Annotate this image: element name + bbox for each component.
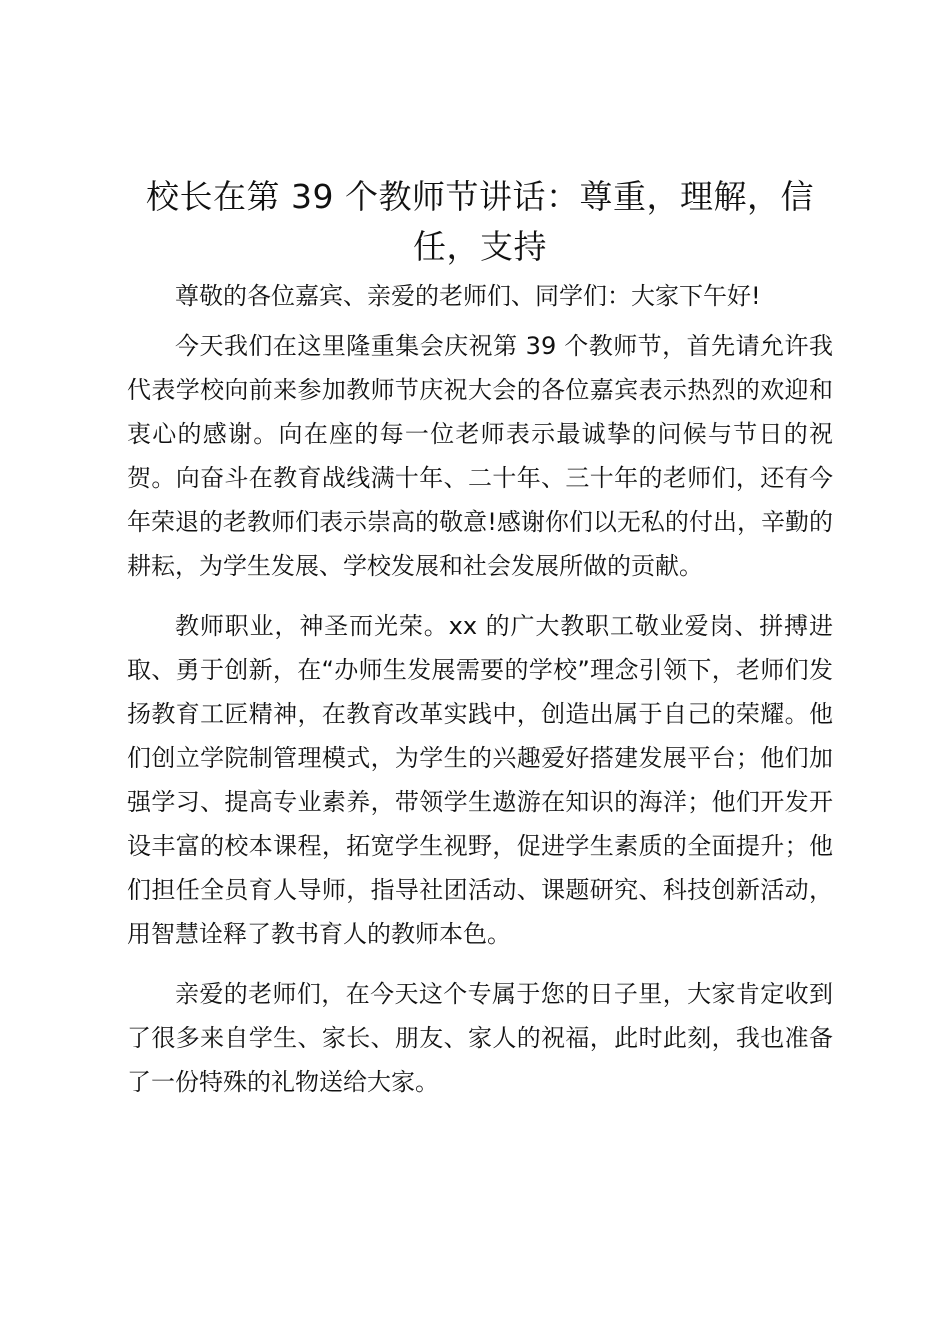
document-title: 校长在第 39 个教师节讲话：尊重，理解，信任，支持 bbox=[146, 177, 814, 266]
paragraph-special-gift: 亲爱的老师们，在今天这个专属于您的日子里，大家肯定收到了很多来自学生、家长、朋友、家人的祝福，此时此刻，我也准备了一份特殊的礼物送给大家。 bbox=[127, 980, 833, 1096]
document-body bbox=[127, 172, 833, 1104]
paragraph-opening: 今天我们在这里隆重集会庆祝第 39 个教师节，首先请允许我代表学校向前来参加教师节庆祝大会的各位嘉宾表示热烈的欢迎和衷心的感谢。向在座的每一位老师表示最诚挚的问候与节日的祝贺。向奋斗在教育战线满十年、二十年、三十年的老师们，还有今年荣退的老教师们表示崇高的敬意!感谢你们以无私的付出，辛勤的耕耘，为学生发展、学校发展和社会发展所做的贡献。 bbox=[127, 332, 833, 580]
paragraph-teacher-profession: 教师职业，神圣而光荣。xx 的广大教职工敬业爱岗、拼搏进取、勇于创新，在“办师生发展需要的学校”理念引领下，老师们发扬教育工匠精神，在教育改革实践中，创造出属于自己的荣耀。他们创立学院制管理模式，为学生的兴趣爱好搭建发展平台；他们加强学习、提高专业素养，带领学生遨游在知识的海洋；他们开发开设丰富的校本课程，拓宽学生视野，促进学生素质的全面提升；他们担任全员育人导师，指导社团活动、课题研究、科技创新活动，用智慧诠释了教书育人的教师本色。 bbox=[127, 612, 833, 948]
salutation-line: 尊敬的各位嘉宾、亲爱的老师们、同学们：大家下午好! bbox=[175, 282, 761, 310]
